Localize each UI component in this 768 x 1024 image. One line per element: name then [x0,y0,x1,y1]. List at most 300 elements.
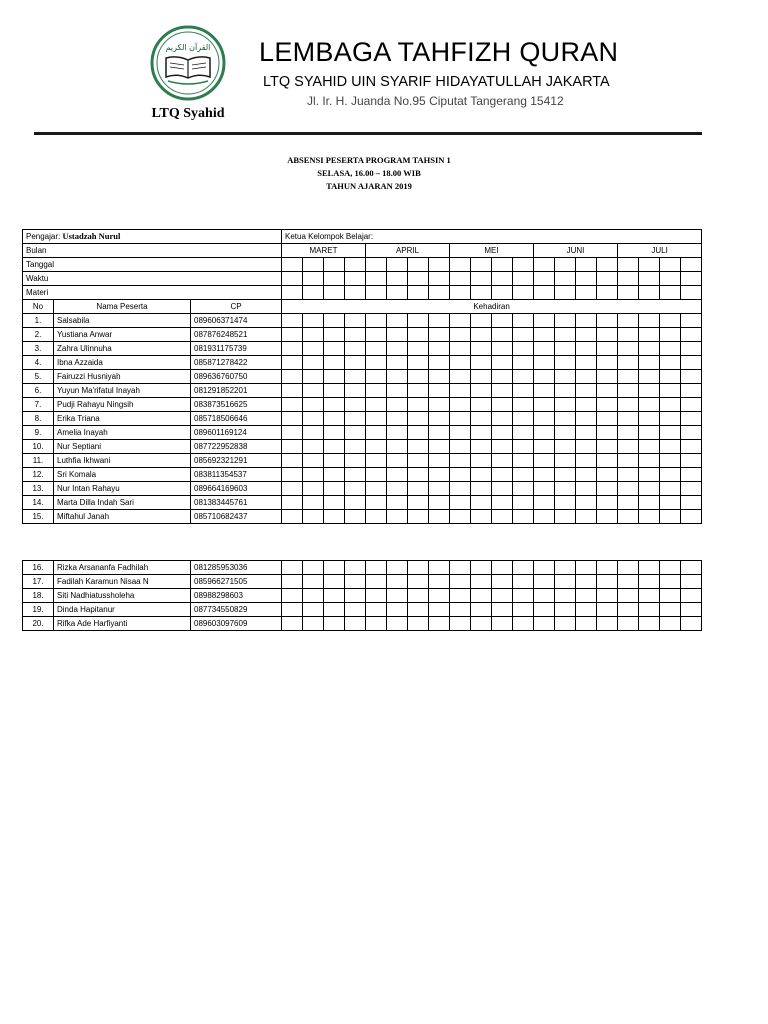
participant-name: Sri Komala [54,468,191,482]
attendance-cell [471,272,492,286]
attendance-cell [576,468,597,482]
attendance-cell [513,412,534,426]
attendance-cell [450,440,471,454]
attendance-cell [492,426,513,440]
attendance-cell [429,342,450,356]
institution-title: LEMBAGA TAHFIZH QURAN [259,37,619,67]
attendance-cell [618,412,639,426]
attendance-cell [366,412,387,426]
attendance-cell [471,589,492,603]
attendance-cell [345,398,366,412]
attendance-cell [681,482,702,496]
attendance-cell [429,328,450,342]
attendance-cell [429,482,450,496]
attendance-cell [534,440,555,454]
participant-name: Pudji Rahayu Ningsih [54,398,191,412]
attendance-cell [429,603,450,617]
month-juli: JULI [618,244,702,258]
attendance-cell [492,589,513,603]
attendance-cell [555,342,576,356]
attendance-cell [639,510,660,524]
attendance-cell [303,454,324,468]
attendance-cell [639,412,660,426]
attendance-cell [303,356,324,370]
participant-no: 7. [23,398,54,412]
attendance-cell [555,617,576,631]
attendance-cell [555,328,576,342]
attendance-cell [555,454,576,468]
attendance-cell [303,561,324,575]
pengajar-value: Ustadzah Nurul [62,231,121,241]
attendance-cell [366,561,387,575]
attendance-cell [618,328,639,342]
attendance-cell [576,482,597,496]
attendance-cell [324,258,345,272]
attendance-cell [660,510,681,524]
attendance-cell [597,272,618,286]
attendance-cell [471,454,492,468]
attendance-cell [597,384,618,398]
attendance-cell [282,468,303,482]
attendance-cell [471,426,492,440]
col-no-header: No [23,300,54,314]
participant-no: 3. [23,342,54,356]
attendance-cell [681,286,702,300]
participant-name: Fadilah Karamun Nisaa N [54,575,191,589]
attendance-cell [660,454,681,468]
attendance-cell [429,468,450,482]
participant-row [23,617,702,631]
attendance-cell [282,454,303,468]
attendance-cell [408,398,429,412]
ketua-cell: Ketua Kelompok Belajar: [282,230,702,244]
attendance-cell [597,314,618,328]
participant-row [23,575,702,589]
attendance-cell [534,589,555,603]
attendance-cell [639,328,660,342]
attendance-cell [429,496,450,510]
attendance-cell [597,356,618,370]
attendance-cell [450,454,471,468]
participant-name: Nur Septiani [54,440,191,454]
participant-row [23,510,702,524]
participant-name: Luthfia Ikhwani [54,454,191,468]
attendance-cell [681,384,702,398]
attendance-cell [555,426,576,440]
attendance-cell [282,398,303,412]
logo-caption: LTQ Syahid [151,106,225,121]
attendance-cell [450,272,471,286]
attendance-cell [282,482,303,496]
participant-no: 16. [23,561,54,575]
attendance-cell [345,589,366,603]
attendance-cell [471,440,492,454]
attendance-cell [387,328,408,342]
attendance-cell [492,342,513,356]
attendance-cell [303,342,324,356]
attendance-cell [513,426,534,440]
attendance-cell [408,328,429,342]
attendance-cell [303,603,324,617]
participant-no: 14. [23,496,54,510]
attendance-cell [282,370,303,384]
attendance-cell [576,440,597,454]
attendance-cell [387,496,408,510]
attendance-cell [408,482,429,496]
month-april: APRIL [366,244,450,258]
attendance-cell [576,272,597,286]
attendance-cell [681,496,702,510]
attendance-cell [639,617,660,631]
attendance-cell [576,370,597,384]
attendance-cell [660,398,681,412]
attendance-cell [471,258,492,272]
attendance-cell [303,398,324,412]
attendance-cell [576,356,597,370]
participant-name: Marta Dilla Indah Sari [54,496,191,510]
attendance-cell [471,575,492,589]
participant-no: 19. [23,603,54,617]
attendance-cell [450,370,471,384]
attendance-cell [450,561,471,575]
participant-cp: 089606371474 [191,314,282,328]
attendance-cell [429,454,450,468]
attendance-cell [345,356,366,370]
attendance-cell [366,314,387,328]
attendance-cell [492,398,513,412]
attendance-cell [597,617,618,631]
participant-cp: 087876248521 [191,328,282,342]
attendance-cell [660,328,681,342]
attendance-cell [618,258,639,272]
attendance-cell [681,370,702,384]
letterhead-divider [34,132,702,135]
attendance-cell [534,426,555,440]
attendance-cell [303,468,324,482]
materi-row [23,286,702,300]
attendance-cell [639,272,660,286]
attendance-cell [681,342,702,356]
participant-name: Siti Nadhiatussholeha [54,589,191,603]
attendance-cell [429,617,450,631]
attendance-cell [555,482,576,496]
attendance-cell [471,286,492,300]
attendance-cell [282,328,303,342]
attendance-cell [639,496,660,510]
attendance-cell [513,454,534,468]
attendance-cell [639,258,660,272]
attendance-cell [429,412,450,426]
attendance-cell [429,272,450,286]
attendance-cell [597,496,618,510]
attendance-cell [366,589,387,603]
attendance-cell [450,575,471,589]
attendance-cell [345,496,366,510]
attendance-cell [597,328,618,342]
attendance-cell [282,272,303,286]
attendance-cell [660,440,681,454]
col-nama-header: Nama Peserta [54,300,191,314]
attendance-cell [639,286,660,300]
attendance-cell [345,328,366,342]
attendance-cell [408,589,429,603]
waktu-label: Waktu [23,272,282,286]
attendance-cell [576,617,597,631]
attendance-cell [681,510,702,524]
attendance-cell [303,482,324,496]
attendance-cell [324,286,345,300]
bulan-label: Bulan [23,244,282,258]
attendance-cell [618,314,639,328]
attendance-cell [366,482,387,496]
participant-row [23,440,702,454]
attendance-cell [618,561,639,575]
attendance-cell [576,258,597,272]
attendance-cell [513,482,534,496]
bulan-row [23,244,702,258]
attendance-cell [429,356,450,370]
attendance-cell [597,454,618,468]
attendance-cell [429,575,450,589]
attendance-cell [366,286,387,300]
attendance-cell [450,496,471,510]
participant-cp: 085871278422 [191,356,282,370]
attendance-cell [576,314,597,328]
attendance-cell [576,286,597,300]
attendance-cell [534,575,555,589]
participant-row [23,454,702,468]
participant-no: 2. [23,328,54,342]
attendance-cell [513,398,534,412]
participant-no: 20. [23,617,54,631]
attendance-cell [555,575,576,589]
attendance-cell [450,258,471,272]
attendance-cell [513,468,534,482]
attendance-cell [303,426,324,440]
participant-cp: 081285953036 [191,561,282,575]
attendance-cell [303,272,324,286]
participant-no: 6. [23,384,54,398]
attendance-cell [513,258,534,272]
participant-no: 9. [23,426,54,440]
attendance-cell [450,314,471,328]
attendance-cell [555,603,576,617]
attendance-cell [555,468,576,482]
attendance-cell [366,328,387,342]
participant-cp: 083873516625 [191,398,282,412]
attendance-cell [471,356,492,370]
attendance-cell [639,384,660,398]
attendance-cell [492,370,513,384]
attendance-cell [471,398,492,412]
attendance-cell [660,561,681,575]
attendance-cell [345,426,366,440]
attendance-cell [471,603,492,617]
attendance-cell [534,328,555,342]
attendance-cell [555,412,576,426]
attendance-cell [429,440,450,454]
attendance-cell [450,398,471,412]
month-mei: MEI [450,244,534,258]
attendance-cell [345,575,366,589]
attendance-cell [408,342,429,356]
attendance-cell [597,426,618,440]
attendance-cell [492,412,513,426]
participant-name: Nur Intan Rahayu [54,482,191,496]
attendance-cell [324,510,345,524]
pengajar-cell [23,230,282,244]
attendance-cell [639,454,660,468]
attendance-cell [534,454,555,468]
attendance-cell [681,468,702,482]
column-header-row [23,300,702,314]
attendance-cell [681,575,702,589]
attendance-cell [408,426,429,440]
attendance-cell [450,589,471,603]
attendance-cell [450,468,471,482]
participant-name: Salsabila [54,314,191,328]
materi-label: Materi [23,286,282,300]
attendance-cell [282,603,303,617]
attendance-cell [555,258,576,272]
attendance-cell [282,258,303,272]
attendance-cell [471,328,492,342]
attendance-cell [387,398,408,412]
attendance-cell [555,510,576,524]
attendance-cell [639,482,660,496]
attendance-cell [618,617,639,631]
attendance-cell [408,370,429,384]
attendance-cell [366,272,387,286]
attendance-cell [450,356,471,370]
attendance-cell [408,454,429,468]
attendance-cell [681,603,702,617]
participant-no: 4. [23,356,54,370]
attendance-cell [597,412,618,426]
attendance-cell [282,426,303,440]
attendance-cell [387,603,408,617]
attendance-cell [324,603,345,617]
attendance-cell [429,314,450,328]
document-heading [0,154,738,193]
attendance-cell [429,398,450,412]
attendance-cell [576,398,597,412]
attendance-cell [450,482,471,496]
attendance-cell [513,575,534,589]
attendance-cell [303,314,324,328]
participant-row [23,589,702,603]
attendance-cell [282,561,303,575]
attendance-cell [513,617,534,631]
attendance-cell [618,440,639,454]
attendance-cell [681,258,702,272]
attendance-cell [345,412,366,426]
attendance-cell [660,258,681,272]
attendance-cell [450,384,471,398]
attendance-cell [555,589,576,603]
attendance-cell [576,412,597,426]
participant-row [23,370,702,384]
participant-no: 12. [23,468,54,482]
attendance-cell [345,617,366,631]
attendance-cell [660,286,681,300]
attendance-cell [408,510,429,524]
attendance-cell [618,398,639,412]
attendance-cell [387,426,408,440]
attendance-cell [534,603,555,617]
attendance-cell [492,440,513,454]
attendance-cell [576,384,597,398]
attendance-cell [513,356,534,370]
participant-name: Erika Triana [54,412,191,426]
attendance-cell [597,342,618,356]
attendance-cell [303,258,324,272]
tanggal-row [23,258,702,272]
attendance-cell [429,510,450,524]
col-kehadiran-header: Kehadiran [282,300,702,314]
attendance-cell [303,370,324,384]
attendance-cell [534,398,555,412]
attendance-cell [324,440,345,454]
attendance-cell [492,468,513,482]
attendance-cell [282,342,303,356]
attendance-cell [324,496,345,510]
attendance-cell [492,617,513,631]
participant-cp: 081291852201 [191,384,282,398]
attendance-cell [471,482,492,496]
attendance-cell [324,468,345,482]
attendance-cell [534,482,555,496]
attendance-cell [660,272,681,286]
attendance-cell [450,342,471,356]
participant-no: 1. [23,314,54,328]
attendance-cell [303,575,324,589]
attendance-cell [681,440,702,454]
attendance-cell [324,454,345,468]
attendance-cell [639,342,660,356]
attendance-cell [345,258,366,272]
attendance-cell [660,468,681,482]
attendance-cell [555,398,576,412]
ltq-logo [150,25,226,101]
attendance-cell [534,384,555,398]
attendance-cell [534,342,555,356]
participant-row [23,412,702,426]
attendance-cell [303,384,324,398]
participant-no: 17. [23,575,54,589]
attendance-cell [576,496,597,510]
attendance-cell [408,561,429,575]
tanggal-label: Tanggal [23,258,282,272]
participant-cp: 089603097609 [191,617,282,631]
attendance-cell [345,384,366,398]
attendance-cell [282,314,303,328]
attendance-cell [618,468,639,482]
attendance-cell [576,328,597,342]
attendance-cell [618,603,639,617]
attendance-cell [555,370,576,384]
attendance-cell [492,328,513,342]
participant-row [23,561,702,575]
attendance-cell [324,328,345,342]
attendance-cell [324,342,345,356]
attendance-cell [660,603,681,617]
attendance-cell [555,440,576,454]
participant-no: 18. [23,589,54,603]
attendance-cell [408,314,429,328]
attendance-cell [450,617,471,631]
attendance-cell [450,603,471,617]
